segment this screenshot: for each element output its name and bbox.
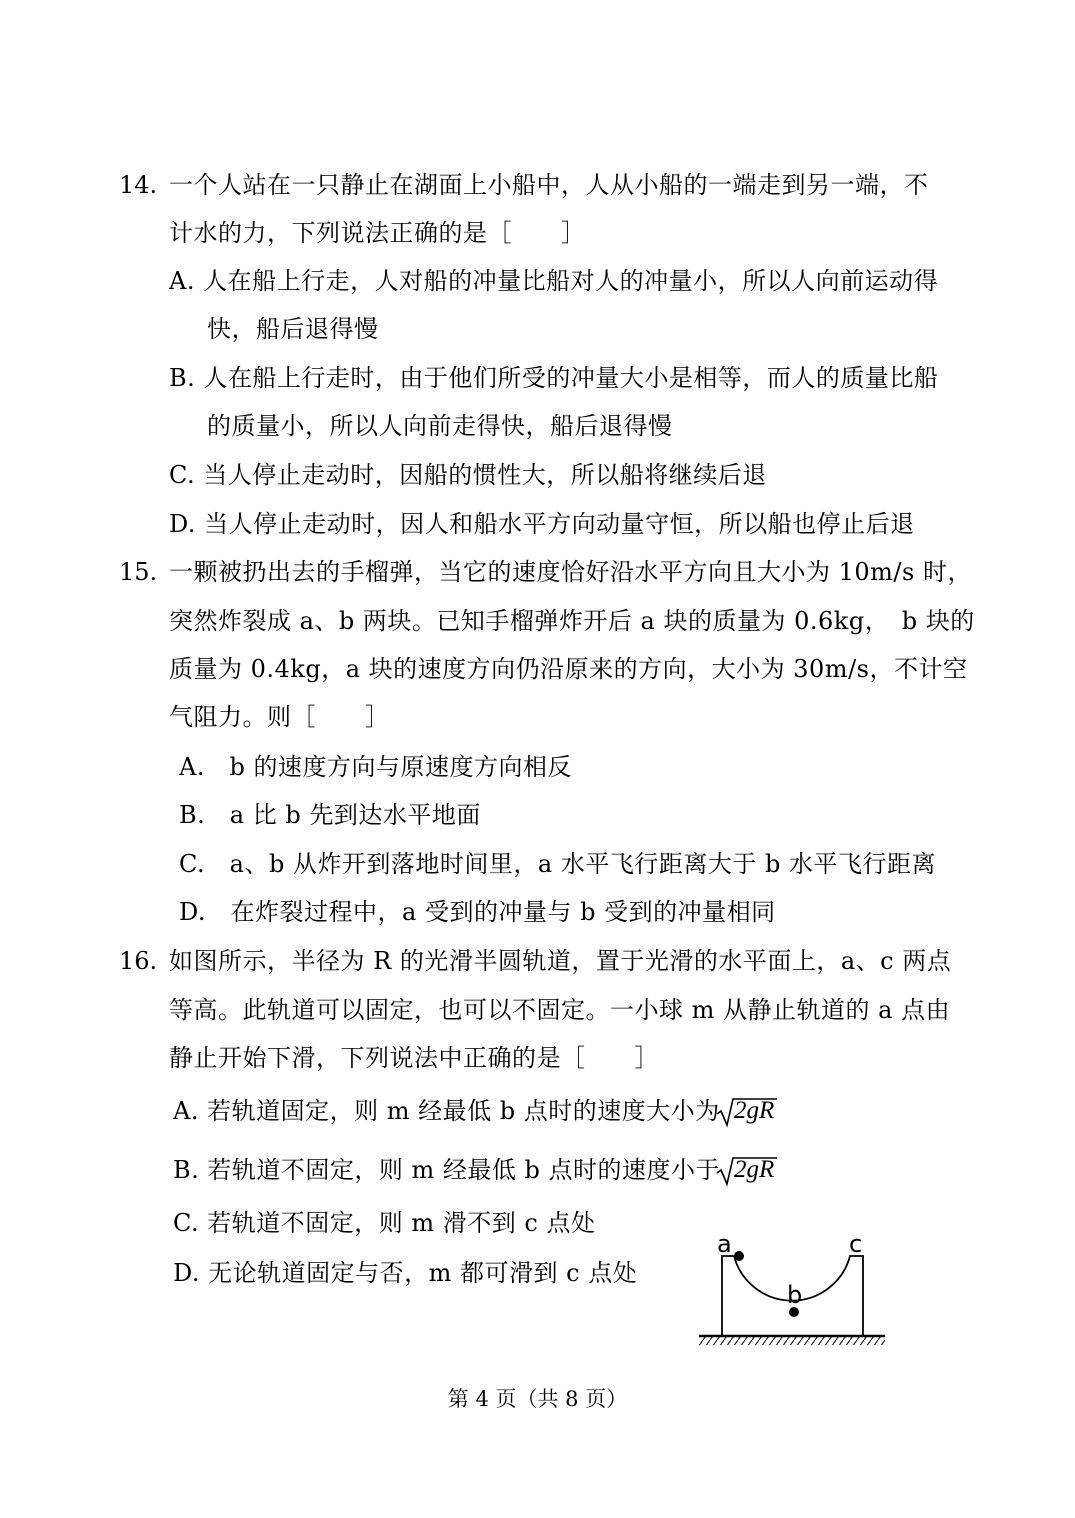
option-d: D. 无论轨道固定与否，m 都可滑到 c 点处 xyxy=(173,1259,638,1287)
sqrt-2gR-formula xyxy=(716,1155,778,1185)
question-number: 15. xyxy=(119,558,158,586)
question-stem-line: 气阻力。则［ ］ xyxy=(169,703,390,731)
option-b: B. 若轨道不固定，则 m 经最低 b 点时的速度小于 xyxy=(173,1156,721,1184)
option-a: A. b 的速度方向与原速度方向相反 xyxy=(179,753,572,781)
page-footer: 第 4 页（共 8 页） xyxy=(447,1387,628,1411)
label-a: a xyxy=(717,1230,732,1258)
option-b: B. 人在船上行走时，由于他们所受的冲量大小是相等，而人的质量比船 xyxy=(169,364,939,392)
question-stem-line: 一颗被扔出去的手榴弹，当它的速度恰好沿水平方向且大小为 10m/s 时， xyxy=(169,558,972,586)
question-stem-line: 等高。此轨道可以固定，也可以不固定。一小球 m 从静止轨道的 a 点由 xyxy=(169,996,951,1024)
option-a: A. 若轨道固定，则 m 经最低 b 点时的速度大小为 xyxy=(173,1097,720,1125)
question-stem-line: 静止开始下滑，下列说法中正确的是［ ］ xyxy=(169,1044,659,1072)
option-d: D. 在炸裂过程中，a 受到的冲量与 b 受到的冲量相同 xyxy=(179,898,776,926)
question-stem-line: 如图所示，半径为 R 的光滑半圆轨道，置于光滑的水平面上，a、c 两点 xyxy=(169,947,952,975)
question-stem-line: 计水的力，下列说法正确的是［ ］ xyxy=(169,219,586,247)
question-stem-line: 突然炸裂成 a、b 两块。已知手榴弹炸开后 a 块的质量为 0.6kg， b 块的 xyxy=(169,607,975,635)
question-number: 14. xyxy=(119,171,158,199)
option-b-cont: 的质量小，所以人向前走得快，船后退得慢 xyxy=(207,412,673,440)
formula-text: 2gR xyxy=(734,1156,775,1183)
option-a: A. 人在船上行走，人对船的冲量比船对人的冲量小，所以人向前运动得 xyxy=(169,267,939,295)
label-c: c xyxy=(849,1230,863,1258)
ground-hatching xyxy=(699,1336,885,1345)
option-c: C. 若轨道不固定，则 m 滑不到 c 点处 xyxy=(173,1209,596,1237)
question-number: 16. xyxy=(119,947,158,975)
question-stem-line: 一个人站在一只静止在湖面上小船中，人从小船的一端走到另一端，不 xyxy=(169,171,929,199)
label-b: b xyxy=(787,1281,803,1309)
option-a-cont: 快，船后退得慢 xyxy=(207,315,379,343)
option-b: B. a 比 b 先到达水平地面 xyxy=(179,801,481,829)
semicircle-track-figure xyxy=(696,1230,891,1350)
option-c: C. a、b 从炸开到落地时间里，a 水平飞行距离大于 b 水平飞行距离 xyxy=(179,850,936,878)
question-stem-line: 质量为 0.4kg，a 块的速度方向仍沿原来的方向，大小为 30m/s，不计空 xyxy=(169,655,968,683)
ball-a-icon xyxy=(734,1251,744,1261)
option-d: D. 当人停止走动时，因人和船水平方向动量守恒，所以船也停止后退 xyxy=(169,510,915,538)
formula-text: 2gR xyxy=(734,1097,775,1124)
option-c: C. 当人停止走动时，因船的惯性大，所以船将继续后退 xyxy=(169,461,767,489)
sqrt-2gR-formula xyxy=(716,1096,778,1126)
